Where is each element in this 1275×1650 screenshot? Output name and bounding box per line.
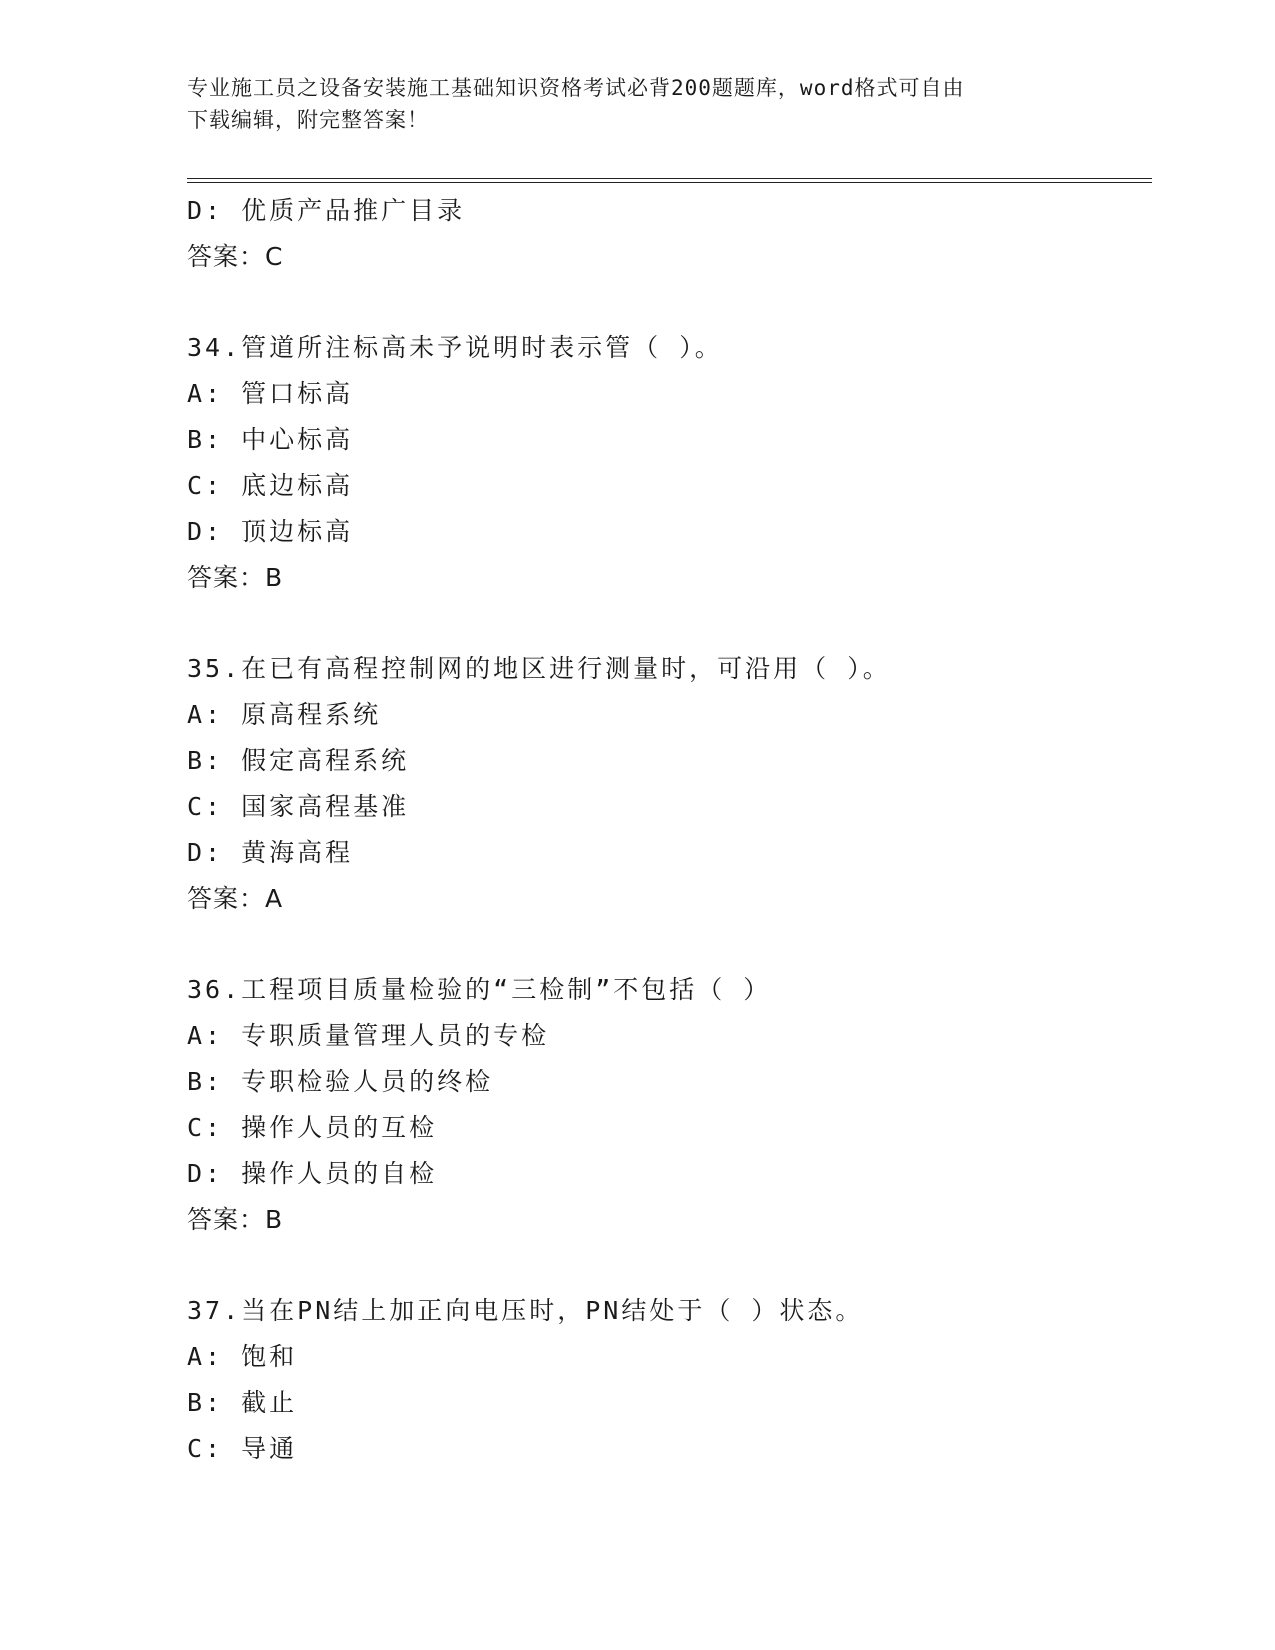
spacer: [187, 922, 1147, 967]
question-stem: 37.当在PN结上加正向电压时，PN结处于（ ）状态。: [187, 1296, 864, 1325]
option-b: B: 假定高程系统: [187, 746, 410, 775]
previous-question-tail: [187, 188, 1147, 280]
question-stem: 35.在已有高程控制网的地区进行测量时，可沿用（ ）。: [187, 654, 891, 683]
option-a: A: 饱和: [187, 1342, 298, 1371]
spacer: [187, 280, 1147, 325]
option-c: C: 国家高程基准: [187, 792, 410, 821]
header-divider-top: [187, 178, 1152, 179]
question-list: [187, 188, 1147, 1472]
header-divider-bottom: [187, 182, 1152, 183]
option-b: B: 中心标高: [187, 425, 354, 454]
option-b: B: 专职检验人员的终检: [187, 1067, 494, 1096]
question-36: [187, 967, 1147, 1243]
option-c: C: 操作人员的互检: [187, 1113, 438, 1142]
option-a: A: 原高程系统: [187, 700, 382, 729]
option-c: C: 底边标高: [187, 471, 354, 500]
option-c: C: 导通: [187, 1434, 298, 1463]
document-header: [187, 72, 1087, 136]
option-a: A: 专职质量管理人员的专检: [187, 1021, 550, 1050]
question-37: [187, 1288, 1147, 1472]
header-line-2: 下载编辑，附完整答案！: [187, 108, 429, 132]
option-d: D: 优质产品推广目录: [187, 196, 466, 225]
answer-line: 答案：A: [187, 884, 284, 913]
header-line-1: 专业施工员之设备安装施工基础知识资格考试必背200题题库，word格式可自由: [187, 76, 965, 100]
question-35: [187, 646, 1147, 922]
question-stem: 34.管道所注标高未予说明时表示管（ ）。: [187, 333, 723, 362]
answer-line: 答案：B: [187, 563, 284, 592]
answer-line: 答案：B: [187, 1205, 284, 1234]
question-34: [187, 325, 1147, 601]
option-b: B: 截止: [187, 1388, 298, 1417]
answer-line: 答案：C: [187, 242, 284, 271]
option-d: D: 操作人员的自检: [187, 1159, 438, 1188]
option-d: D: 顶边标高: [187, 517, 354, 546]
spacer: [187, 601, 1147, 646]
spacer: [187, 1243, 1147, 1288]
question-stem: 36.工程项目质量检验的“三检制”不包括（ ）: [187, 975, 772, 1004]
option-d: D: 黄海高程: [187, 838, 354, 867]
option-a: A: 管口标高: [187, 379, 354, 408]
